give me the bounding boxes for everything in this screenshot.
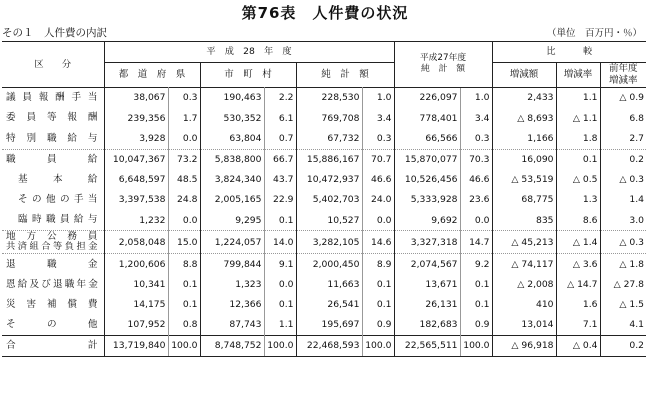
cell-net-pct: 46.6 [362,170,394,190]
cell-net-pct: 8.9 [362,254,394,275]
cell-pref-pct: 15.0 [168,231,200,254]
cell-pref: 1,232 [104,210,168,231]
cell-pref: 1,200,606 [104,254,168,275]
cell-net-pct: 1.0 [362,87,394,108]
cell-muni-pct: 100.0 [264,336,296,357]
cell-muni-pct: 43.7 [264,170,296,190]
cell-net-pct: 24.0 [362,190,394,210]
cell-prev-rate: △ 0.3 [600,231,646,254]
cell-prev-pct: 23.6 [460,190,492,210]
cell-rate: △ 0.4 [556,336,600,357]
cell-net-pct: 100.0 [362,336,394,357]
row-label: 特別職給与 [6,132,98,144]
cell-prev: 9,692 [394,210,460,231]
row-label [2,231,104,254]
cell-net: 3,282,105 [296,231,362,254]
cell-pref: 38,067 [104,87,168,108]
cell-net-pct: 0.1 [362,274,394,294]
header-diff: 増減額 [492,63,556,88]
cell-pref-pct: 0.8 [168,315,200,336]
cell-net: 11,663 [296,274,362,294]
cell-diff: △ 8,693 [492,108,556,128]
cell-prev-rate: 0.2 [600,149,646,170]
row-label: 議員報酬手当 [6,92,98,104]
cell-muni: 3,824,340 [200,170,264,190]
header-prev-rate: 前年度 増減率 [600,63,646,88]
cell-prev: 182,683 [394,315,460,336]
table-row [2,128,646,149]
header-compare: 比 較 [492,42,646,63]
cell-pref: 239,356 [104,108,168,128]
cell-prev: 2,074,567 [394,254,460,275]
cell-prev: 10,526,456 [394,170,460,190]
cell-pref: 13,719,840 [104,336,168,357]
cell-prev-pct: 100.0 [460,336,492,357]
cell-prev-pct: 3.4 [460,108,492,128]
cell-pref-pct: 48.5 [168,170,200,190]
cell-prev-pct: 9.2 [460,254,492,275]
cell-prev-rate: △ 1.8 [600,254,646,275]
cell-diff: 410 [492,295,556,315]
cell-pref-pct: 0.0 [168,128,200,149]
cell-prev-rate: 2.7 [600,128,646,149]
row-label: 職員給 [2,149,104,170]
cell-net: 67,732 [296,128,362,149]
cell-rate: △ 3.6 [556,254,600,275]
row-label: 退職金 [2,254,104,275]
cell-diff: 835 [492,210,556,231]
cell-prev-rate: △ 27.8 [600,274,646,294]
cell-net-pct: 0.0 [362,210,394,231]
cell-rate: 0.1 [556,149,600,170]
row-label: その他の手当 [18,194,98,206]
cell-prev-pct: 70.3 [460,149,492,170]
cell-diff: △ 2,008 [492,274,556,294]
cell-net-pct: 0.3 [362,128,394,149]
cell-net: 10,472,937 [296,170,362,190]
table-body [2,87,646,356]
cell-prev-pct: 46.6 [460,170,492,190]
table-subtitle: その１ 人件費の内訳 [2,27,107,39]
cell-pref: 6,648,597 [104,170,168,190]
cell-prev-rate: 6.8 [600,108,646,128]
cell-prev-rate: 4.1 [600,315,646,336]
header-municipal: 市 町 村 [200,63,296,88]
cell-net-pct: 0.1 [362,295,394,315]
cell-diff: 16,090 [492,149,556,170]
cell-muni: 9,295 [200,210,264,231]
cell-net: 26,541 [296,295,362,315]
cell-rate: 1.1 [556,87,600,108]
cell-muni-pct: 2.2 [264,87,296,108]
cell-muni-pct: 0.1 [264,210,296,231]
cell-prev: 226,097 [394,87,460,108]
cell-muni: 63,804 [200,128,264,149]
header-fy27: 平成27年度 純 計 額 [394,42,492,88]
cell-diff: 13,014 [492,315,556,336]
cell-diff: 2,433 [492,87,556,108]
row-label-line1: 地方公務員 [6,230,98,242]
cell-rate: 7.1 [556,315,600,336]
row-label: 委員等報酬 [6,112,98,124]
cell-rate: 1.6 [556,295,600,315]
cell-rate: 1.8 [556,128,600,149]
personnel-cost-table [2,41,646,357]
cell-rate: 1.3 [556,190,600,210]
cell-net: 2,000,450 [296,254,362,275]
table-row [2,190,646,210]
cell-rate: △ 0.5 [556,170,600,190]
cell-net: 10,527 [296,210,362,231]
table-row [2,210,646,231]
cell-diff: △ 53,519 [492,170,556,190]
cell-muni-pct: 9.1 [264,254,296,275]
cell-pref-pct: 0.0 [168,210,200,231]
cell-prev: 22,565,511 [394,336,460,357]
cell-prev: 26,131 [394,295,460,315]
cell-prev: 5,333,928 [394,190,460,210]
row-label: 臨時職員給与 [18,214,98,226]
cell-net: 228,530 [296,87,362,108]
cell-net: 5,402,703 [296,190,362,210]
table-row [2,274,646,294]
cell-prev: 66,566 [394,128,460,149]
table-row [2,87,646,108]
cell-muni: 8,748,752 [200,336,264,357]
cell-pref-pct: 73.2 [168,149,200,170]
cell-muni: 530,352 [200,108,264,128]
cell-muni-pct: 1.1 [264,315,296,336]
cell-muni-pct: 0.1 [264,295,296,315]
cell-prev-pct: 0.1 [460,295,492,315]
cell-rate: △ 1.4 [556,231,600,254]
cell-diff: 68,775 [492,190,556,210]
cell-prev-pct: 14.7 [460,231,492,254]
cell-net: 769,708 [296,108,362,128]
cell-prev-rate: △ 0.3 [600,170,646,190]
header-rate: 増減率 [556,63,600,88]
cell-net-pct: 14.6 [362,231,394,254]
cell-prev-rate: 1.4 [600,190,646,210]
cell-net: 22,468,593 [296,336,362,357]
header-net-total: 純 計 額 [296,63,394,88]
cell-prev: 15,870,077 [394,149,460,170]
cell-pref: 10,341 [104,274,168,294]
cell-prev-pct: 0.9 [460,315,492,336]
header-fy28: 平 成 28 年 度 [104,42,394,63]
cell-net: 15,886,167 [296,149,362,170]
cell-prev: 13,671 [394,274,460,294]
cell-prev: 3,327,318 [394,231,460,254]
row-label: 恩給及び退職年金 [6,278,98,290]
cell-pref: 2,058,048 [104,231,168,254]
cell-muni: 190,463 [200,87,264,108]
table-row [2,149,646,170]
header-prefecture: 都 道 府 県 [104,63,200,88]
cell-prev-pct: 1.0 [460,87,492,108]
cell-diff: △ 45,213 [492,231,556,254]
cell-prev-rate: 3.0 [600,210,646,231]
total-row [2,336,646,357]
cell-pref-pct: 1.7 [168,108,200,128]
cell-muni-pct: 14.0 [264,231,296,254]
cell-pref-pct: 0.1 [168,295,200,315]
cell-pref: 3,397,538 [104,190,168,210]
cell-muni: 1,323 [200,274,264,294]
cell-prev-pct: 0.3 [460,128,492,149]
cell-prev-rate: △ 1.5 [600,295,646,315]
cell-muni-pct: 6.1 [264,108,296,128]
row-label: 災害補償費 [6,298,98,310]
cell-pref-pct: 8.8 [168,254,200,275]
cell-muni: 799,844 [200,254,264,275]
row-label-line2: 共済組合等負担金 [6,241,98,253]
cell-pref: 14,175 [104,295,168,315]
cell-pref: 10,047,367 [104,149,168,170]
cell-net-pct: 3.4 [362,108,394,128]
cell-pref-pct: 24.8 [168,190,200,210]
cell-pref-pct: 0.3 [168,87,200,108]
cell-muni-pct: 0.7 [264,128,296,149]
cell-net: 195,697 [296,315,362,336]
cell-diff: 1,166 [492,128,556,149]
cell-pref: 3,928 [104,128,168,149]
table-row [2,295,646,315]
cell-muni: 87,743 [200,315,264,336]
cell-prev-rate: △ 0.9 [600,87,646,108]
cell-prev-rate: 0.2 [600,336,646,357]
cell-muni: 12,366 [200,295,264,315]
cell-prev: 778,401 [394,108,460,128]
page-title: 第76表 人件費の状況 [241,4,409,22]
table-row [2,231,646,254]
table-row [2,315,646,336]
table-row [2,254,646,275]
cell-net-pct: 70.7 [362,149,394,170]
row-label: その他 [6,319,98,331]
cell-prev-pct: 0.1 [460,274,492,294]
cell-rate: 8.6 [556,210,600,231]
cell-muni: 5,838,800 [200,149,264,170]
cell-diff: △ 74,117 [492,254,556,275]
cell-rate: △ 1.1 [556,108,600,128]
cell-pref-pct: 0.1 [168,274,200,294]
row-label: 合計 [2,336,104,357]
header-category: 区 分 [2,42,104,88]
cell-net-pct: 0.9 [362,315,394,336]
cell-muni: 2,005,165 [200,190,264,210]
cell-muni-pct: 22.9 [264,190,296,210]
row-label: 基本給 [18,173,98,185]
cell-prev-pct: 0.0 [460,210,492,231]
cell-muni: 1,224,057 [200,231,264,254]
unit-note: （単位 百万円・％） [546,28,642,39]
cell-muni-pct: 0.0 [264,274,296,294]
cell-pref-pct: 100.0 [168,336,200,357]
cell-diff: △ 96,918 [492,336,556,357]
table-row [2,170,646,190]
cell-pref: 107,952 [104,315,168,336]
cell-rate: △ 14.7 [556,274,600,294]
table-row [2,108,646,128]
cell-muni-pct: 66.7 [264,149,296,170]
